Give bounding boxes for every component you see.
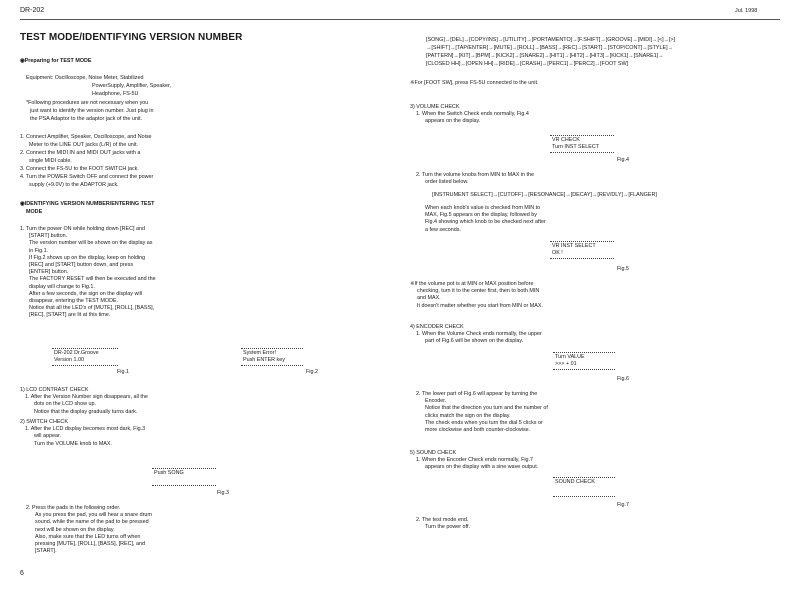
identifying-heading-2: MODE	[26, 209, 43, 215]
volume-line: 1. When the Switch Check ends normally, Fig.4	[416, 111, 529, 118]
encoder-lower-line: Notice that the direction you turn and the number of	[425, 405, 548, 412]
fig5-label: Fig.5	[617, 266, 629, 272]
pads-line: [START].	[35, 548, 57, 555]
fig1-line-1: DR-202 Dr.Groove	[54, 350, 99, 356]
volume-note-line: ※If the volume pot is at MIN or MAX position before	[410, 281, 534, 287]
id-line: If Fig.2 shows up on the display, keep on holding	[29, 254, 146, 261]
note-line-2: just want to identify the version number. Just plug in	[30, 108, 154, 114]
fig2-line-1: System Error!	[243, 350, 276, 356]
encoder-lower-line: Encoder.	[425, 398, 447, 405]
note-line-1: *Following procedures are not necessary when you	[26, 100, 149, 106]
lcd-line: 1) LCD CONTRAST CHECK	[20, 387, 89, 393]
prep-step-4a: 4. Turn the POWER Switch OFF and connect the power	[20, 174, 154, 180]
fig2-label: Fig.2	[306, 369, 318, 375]
encoder-lower-line: clicks match the sign on the display.	[425, 412, 511, 419]
switch-line: Turn the VOLUME knob to MAX.	[34, 440, 112, 447]
equipment-line-3: Headphone, FS-5U	[92, 91, 139, 97]
volume-after-line: Fig.4 showing which knob to be checked next after	[425, 219, 546, 226]
encoder-line: 1. When the Volume Check ends normally, the upper	[416, 331, 542, 338]
sound-check-section	[410, 450, 610, 472]
id-line: [REC], [START] are lit at this time.	[29, 312, 111, 319]
equipment-line-2: PowerSupply, Amplifier, Speaker,	[92, 83, 172, 89]
encoder-check-section	[410, 324, 610, 346]
switch-check-section	[20, 419, 200, 448]
id-line: Notice that all the LED's of [MUTE], [ROLL], [BASS],	[29, 305, 155, 312]
encoder-line: 4) ENCODER CHECK	[410, 324, 464, 330]
fig1-line-2: Version 1.00	[54, 357, 84, 363]
fig6-display	[553, 352, 615, 370]
pads-line: pressing [MUTE], [ROLL], [BASS], [REC], and	[35, 541, 145, 548]
prep-step-2a: 2. Connect the MIDI IN and MIDI OUT jacks with a	[20, 150, 141, 156]
knob-order: [INSTRUMENT SELECT]→[CUTOFF]→[RESONANCE]→[DECAY]→[REV/DLY]→[FLANGER]	[432, 192, 657, 198]
foot-sw-note: ※For [FOOT SW], press FS-5U connected to the unit.	[410, 80, 539, 86]
pads-line: Also, make sure that the LED turns off when	[35, 533, 141, 540]
encoder-lower-section	[416, 391, 616, 434]
header-model: DR-202	[20, 7, 45, 14]
pad-sequence	[426, 36, 786, 68]
encoder-lower-line: The check ends when you turn the dial 5 clicks or	[425, 419, 543, 426]
lcd-line: Notice that the display gradually turns dark.	[34, 408, 138, 415]
encoder-line: part of Fig.6 will be shown on the display.	[425, 338, 524, 345]
volume-line: 3) VOLUME CHECK	[410, 104, 460, 110]
test-end-section	[416, 517, 616, 531]
sound-line: 5) SOUND CHECK	[410, 450, 457, 456]
test-end-line: Turn the power off.	[425, 524, 470, 531]
volume-after-section	[425, 205, 585, 234]
page-title: TEST MODE/IDENTIFYING VERSION NUMBER	[20, 32, 243, 43]
volume-check-section	[410, 104, 610, 126]
prep-step-1b: Meter to the LINE OUT jacks (L/R) of the unit.	[29, 142, 138, 148]
prep-step-4b: supply (+9.0V) to the ADAPTOR jack.	[29, 182, 119, 188]
fig1-label: Fig.1	[117, 369, 129, 375]
sound-line: appears on the display with a sine wave output.	[425, 464, 539, 471]
volume-turn-section	[416, 172, 616, 186]
preparing-heading: ◉Preparing for TEST MODE	[20, 58, 92, 64]
pads-line: As you press the pad, you will hear a snare drum	[35, 512, 152, 519]
sound-line: 1. When the Encoder Check ends normally, Fig.7	[416, 457, 534, 464]
fig4-line-1: VR CHECK	[552, 137, 580, 143]
volume-note-line: and MAX.	[417, 295, 441, 302]
fig5-line-1: VR INST SELECT	[552, 243, 596, 249]
encoder-lower-line: 2. The lower part of Fig.6 will appear by turning the	[416, 391, 538, 397]
fig6-line-2: >>> + 01	[555, 361, 577, 367]
pads-line: 2. Press the pads in the following order.	[26, 505, 121, 511]
lcd-line: 1. After the Version Number sign disappears, all the	[25, 394, 148, 401]
fig5-line-2: OK !	[552, 250, 563, 256]
id-line: disappear, entering the TEST MODE.	[29, 298, 119, 305]
page-number: 6	[20, 570, 24, 577]
volume-note-line: checking, turn it to the center first, then to both MIN	[417, 288, 540, 295]
volume-turn-line: 2. Turn the volume knobs from MIN to MAX in the	[416, 172, 535, 178]
fig2-display	[241, 348, 303, 366]
lcd-line: dots on the LCD show up.	[34, 401, 97, 408]
volume-after-line: When each knob's value is checked from MIN to	[425, 205, 541, 211]
id-line: [ENTER] button.	[29, 269, 69, 276]
fig1-display	[52, 348, 118, 366]
header-rule	[20, 19, 780, 20]
switch-line: 2) SWITCH CHECK	[20, 419, 68, 425]
pads-line: next will be shown on the display.	[35, 526, 115, 533]
note-line-3: the PSA Adaptor to the adaptor jack of the unit.	[30, 116, 143, 122]
id-line: 1. Turn the power ON while holding down [REC] and	[20, 226, 145, 232]
sequence-line: [SONG]→[DEL]→[COPY/INS]→[UTILITY]→[PORTAMENTO]→[F.SHIFT]→[GROOVE]→[MIDI]→[<]→[>]	[426, 37, 676, 43]
prep-step-1a: 1. Connect Amplifier, Speaker, Oscilloscope, and Noise	[20, 134, 152, 140]
fig4-line-2: Turn INST SELECT	[552, 144, 600, 150]
fig3-display	[152, 468, 216, 486]
volume-after-line: a few seconds.	[425, 226, 461, 233]
fig6-line-1: Turn VALUE	[555, 354, 585, 360]
volume-turn-line: order listed below.	[425, 179, 469, 186]
switch-line: 1. After the LCD display becomes most dark, Fig.3	[25, 426, 146, 433]
lcd-contrast-section	[20, 387, 200, 416]
equipment-line-1: Equipment: Oscilloscope, Noise Meter, Stabilized	[26, 75, 144, 81]
pads-line: sound, while the name of the pad to be pressed	[35, 519, 149, 526]
id-line: [REC] and [START] button down, and press	[29, 262, 134, 269]
fig7-label: Fig.7	[617, 502, 629, 508]
prep-step-3: 3. Connect the FS-5U to the FOOT SWITCH jack.	[20, 166, 139, 172]
fig2-line-2: Push ENTER key	[243, 357, 285, 363]
fig5-display	[550, 241, 614, 259]
identifying-heading-1: ◉IDENTIFYING VERSION NUMBER/ENTERING TEST	[20, 201, 155, 207]
volume-after-line: MAX, Fig.5 appears on the display, followed by	[425, 212, 537, 219]
fig7-line-1: SOUND CHECK	[555, 479, 595, 485]
volume-line: appears on the display.	[425, 118, 481, 125]
test-end-line: 2. The test mode end.	[416, 517, 469, 523]
identifying-text	[20, 226, 180, 320]
id-line: in Fig.1.	[29, 247, 49, 254]
fig4-display	[550, 135, 614, 153]
volume-note-section	[410, 281, 610, 310]
id-line: The version number will be shown on the display as	[29, 240, 153, 247]
fig3-line-1: Push SONG	[154, 470, 184, 476]
fig4-label: Fig.4	[617, 157, 629, 163]
sequence-line: [PATTERN]→[KIT]→[BPM]→[KICK2]→[SNARE2]→[HIT1]→[HIT2]→[HIT3]→[KICK1]→[SNARE1]→	[426, 53, 664, 59]
fig7-display	[553, 477, 615, 497]
id-line: [START] button.	[29, 233, 68, 240]
prep-step-2b: single MIDI cable.	[29, 158, 72, 164]
header-date: Jul. 1998	[735, 8, 758, 14]
encoder-lower-line: more clockwise and both counter-clockwise.	[425, 427, 531, 434]
fig3-label: Fig.3	[217, 490, 229, 496]
id-line: After a few seconds, the sign on the display will	[29, 290, 142, 297]
id-line: display will change to Fig.1.	[29, 283, 95, 290]
sequence-line: [CLOSED HH]→[OPEN HH]→[RIDE]→[CRASH]→[PERC1]→[PERC2]→[FOOT SW]	[426, 61, 629, 67]
sequence-line: →[SHIFT]→[TAP/ENTER]→[MUTE]→[ROLL]→[BASS]→[REC]→[START]→[STOP/CONT]→[STYLE]→	[426, 45, 674, 51]
id-line: The FACTORY RESET will then be executed and the	[29, 276, 156, 283]
fig6-label: Fig.6	[617, 376, 629, 382]
switch-line: will appear.	[34, 433, 61, 440]
press-pads-section	[26, 505, 206, 555]
volume-note-line: It doesn't matter whether you start from MIN or MAX.	[417, 302, 543, 309]
